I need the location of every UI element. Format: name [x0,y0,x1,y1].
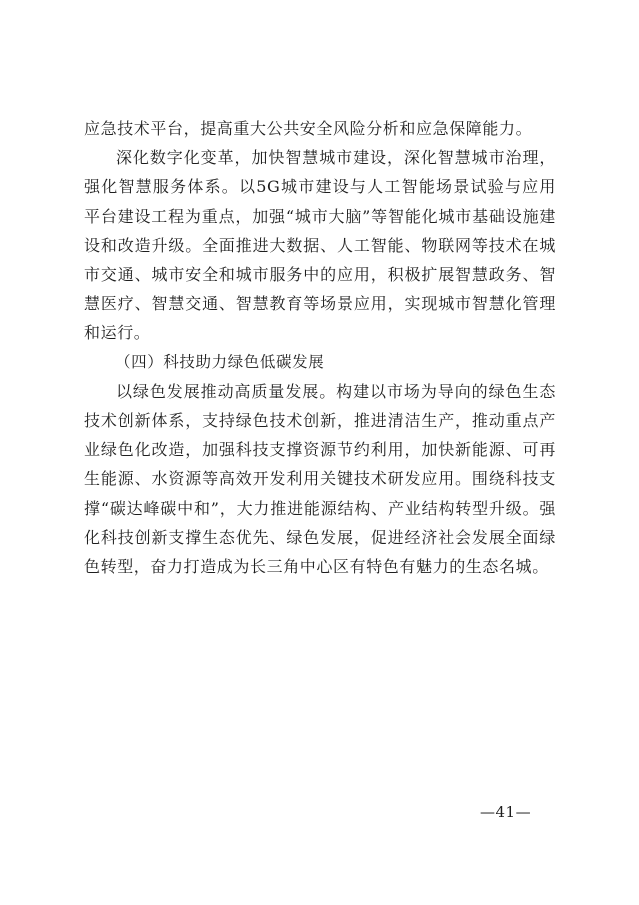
page-number: —41— [480,803,532,821]
section-heading: （四）科技助力绿色低碳发展 [115,352,325,371]
document-body [84,114,556,581]
paragraph-smart-city: 深化数字化变革，加快智慧城市建设，深化智慧城市治理，强化智慧服务体系。以5G城市建设与人工智能场景试验与应用平台建设工程为重点，加强“城市大脑”等智能化城市基础设施建设和改造升级。全面推进大数据、人工智能、物联网等技术在城市交通、城市安全和城市服务中的应用，积极扩展智慧政务、智慧医疗、智慧交通、智慧教育等场景应用，实现城市智慧化管理和运行。 [84,148,556,343]
paragraph-green-development: 以绿色发展推动高质量发展。构建以市场为导向的绿色生态技术创新体系，支持绿色技术创新，推进清洁生产，推动重点产业绿色化改造，加强科技支撑资源节约利用，加快新能源、可再生能源、水资源等高效开发利用关键技术研发应用。围绕科技支撑“碳达峰碳中和”，大力推进能源结构、产业结构转型升级。强化科技创新支撑生态优先、绿色发展，促进经济社会发展全面绿色转型，奋力打造成为长三角中心区有特色有魅力的生态名城。 [84,381,556,577]
paragraph-continuation: 应急技术平台，提高重大公共安全风险分析和应急保障能力。 [84,119,533,138]
